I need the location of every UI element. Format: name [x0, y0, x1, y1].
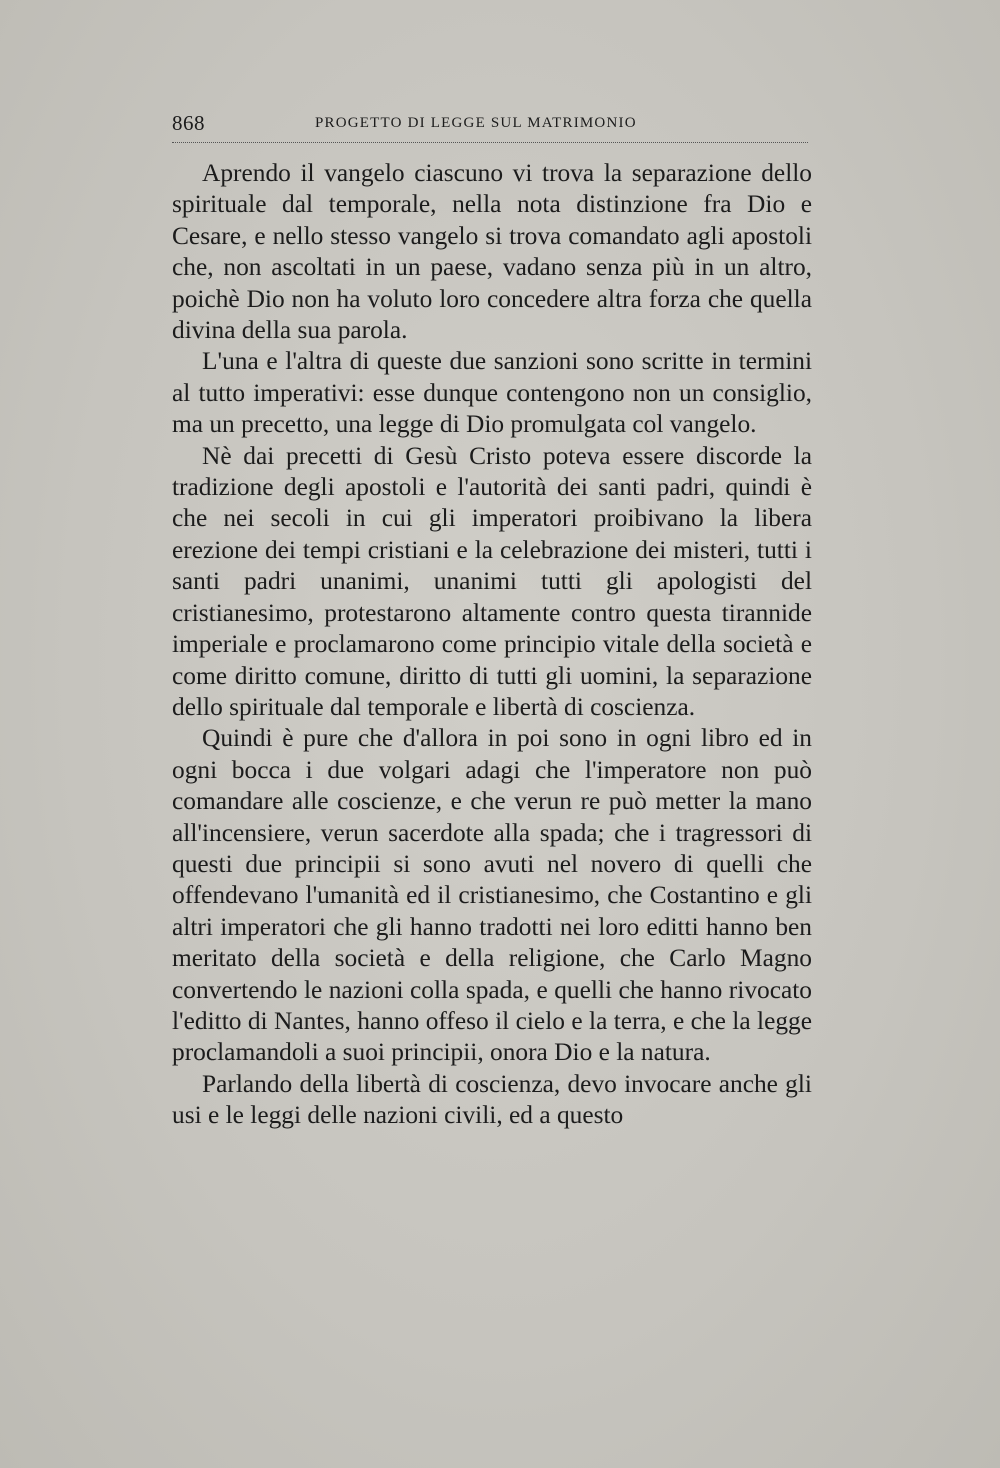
page-number: 868	[172, 111, 205, 135]
paragraph: Nè dai precetti di Gesù Cristo poteva essere discorde la tradizione degli apostoli e l'autorità dei santi padri, quindi è che nei secoli in cui gli imperatori proibivano la libera erezione dei tempi cristiani e la celebrazione dei misteri, tutti i santi padri unanimi, unanimi tutti gli apologisti del cristianesimo, protestarono altamente contro questa tirannide imperiale e proclamarono come principio vitale della società e come diritto comune, diritto di tutti gli uomini, la separazione dello spirituale dal temporale e libertà di coscienza.	[172, 441, 812, 721]
paragraph: Aprendo il vangelo ciascuno vi trova la separazione dello spirituale dal temporale, nella nota distinzione fra Dio e Cesare, e nello stesso vangelo si trova comandato agli apostoli che, non ascoltati in un paese, vadano senza più in un altro, poichè Dio non ha voluto loro concedere altra forza che quella divina della sua parola.	[172, 159, 812, 345]
paragraph: L'una e l'altra di queste due sanzioni sono scritte in termini al tutto imperativi: esse dunque contengono non un consiglio, ma un precetto, una legge di Dio promulgata col vangelo.	[172, 347, 812, 439]
paragraph: Quindi è pure che d'allora in poi sono in ogni libro ed in ogni bocca i due volgari adagi che l'imperatore non può comandare alle coscienze, e che verun re può metter la mano all'incensiere, verun sacerdote alla spada; che i tragressori di questi due principii si sono avuti nel novero di quelli che offendevano l'umanità ed il cristianesimo, che Costantino e gli altri imperatori che gli hanno tradotti nei loro editti hanno ben meritato della società e della religione, che Carlo Magno convertendo le nazioni colla spada, e quelli che hanno rivocato l'editto di Nantes, hanno offeso il cielo e la terra, e che la legge proclamandoli a suoi principii, onora Dio e la natura.	[172, 724, 812, 1067]
header-divider	[172, 142, 808, 143]
body-text	[172, 158, 812, 1132]
paragraph: Parlando della libertà di coscienza, devo invocare anche gli usi e le leggi delle nazioni civili, ed a questo	[172, 1069, 812, 1130]
page-header	[172, 111, 812, 141]
running-title: PROGETTO DI LEGGE SUL MATRIMONIO	[315, 115, 637, 131]
